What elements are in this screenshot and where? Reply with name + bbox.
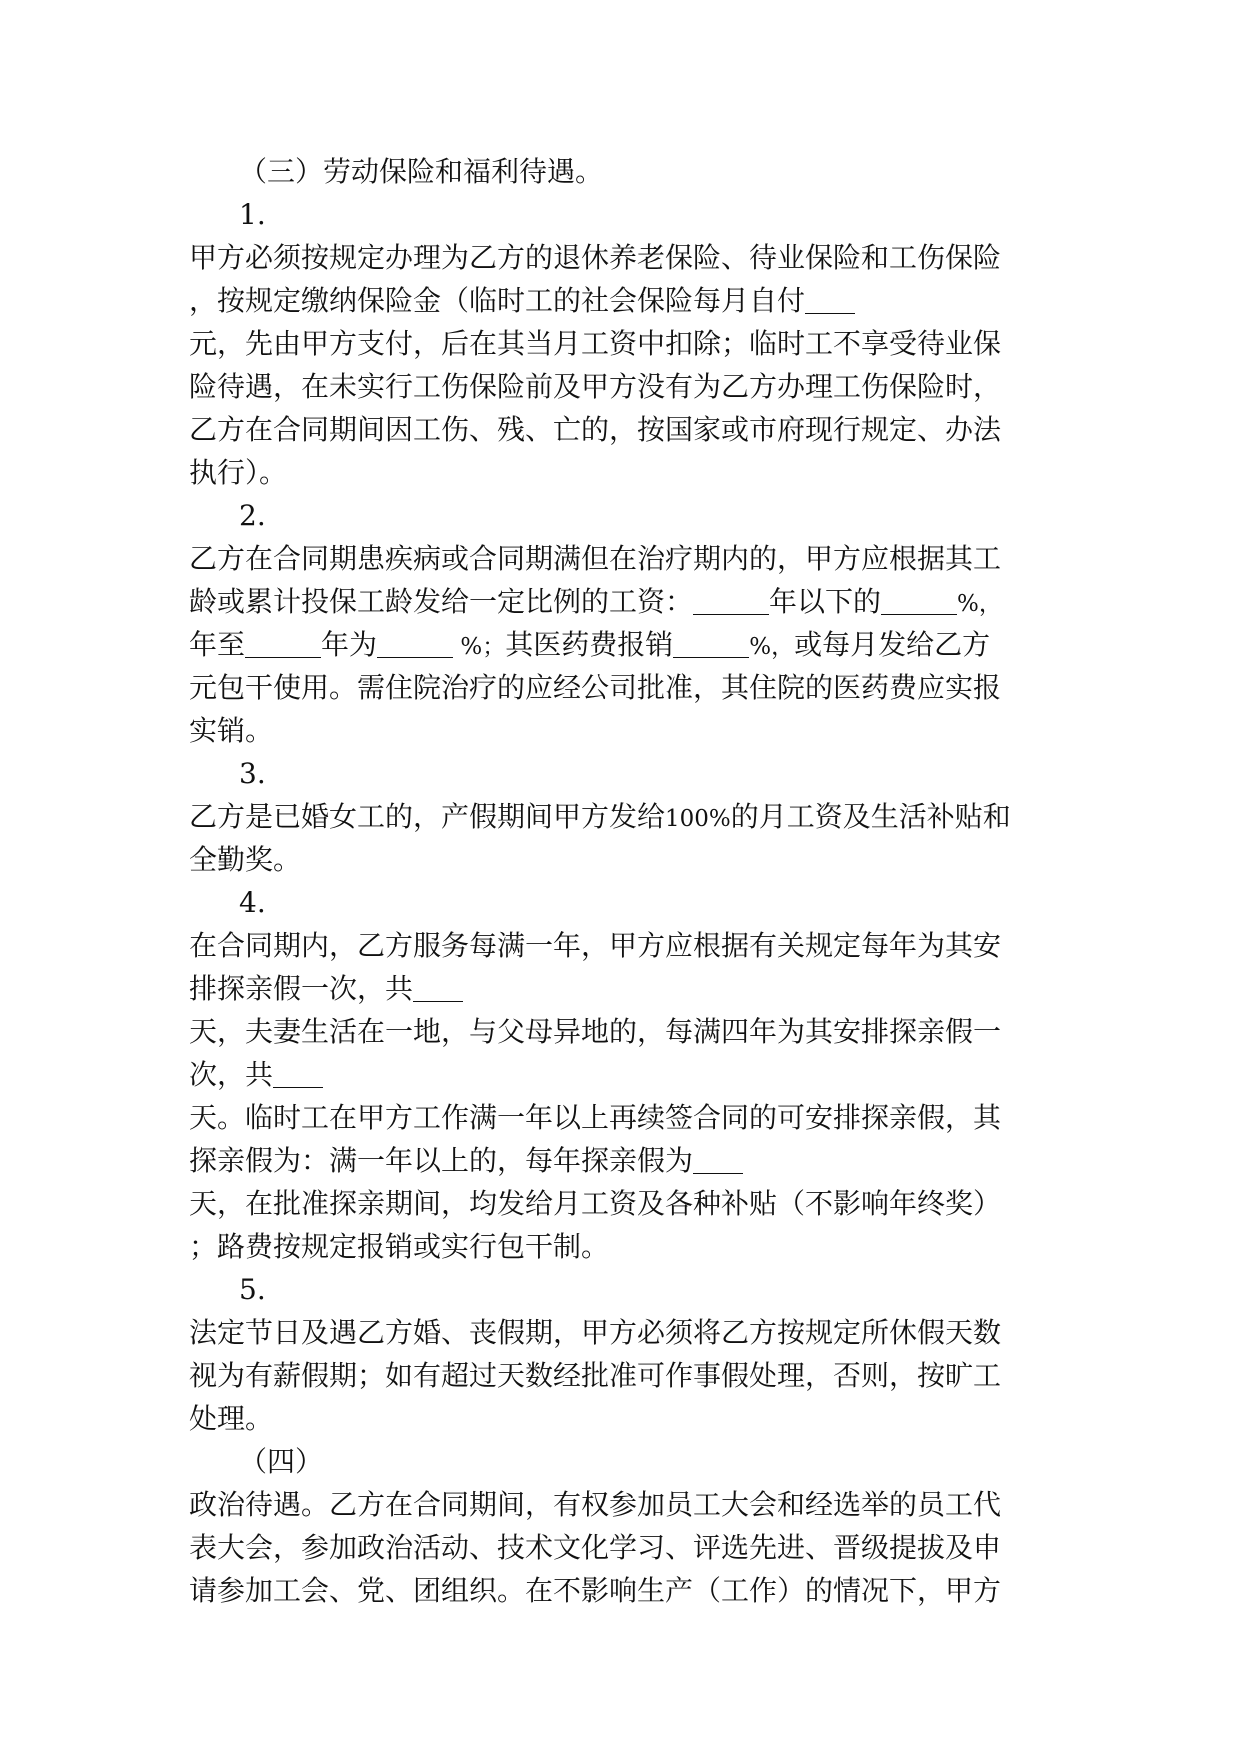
text-line — [189, 322, 1059, 365]
fill-in-blank — [273, 1057, 323, 1088]
text-line — [189, 752, 1059, 795]
text-segment: %， — [957, 591, 1002, 617]
text-segment: 险待遇，在未实行工伤保险前及甲方没有为乙方办理工伤保险时， — [189, 370, 1002, 403]
text-line — [189, 451, 1059, 494]
text-segment: 乙方是已婚女工的，产假期间甲方发给 — [189, 800, 666, 833]
text-line — [189, 537, 1059, 580]
text-line — [189, 279, 1059, 322]
text-segment: 年至 — [189, 628, 246, 661]
text-line — [189, 623, 1059, 666]
text-line — [189, 408, 1059, 451]
text-line — [189, 1483, 1059, 1526]
text-line — [189, 1096, 1059, 1139]
text-segment: 视为有薪假期；如有超过天数经批准可作事假处理，否则，按旷工 — [189, 1359, 1002, 1392]
text-segment: 排探亲假一次，共 — [189, 972, 414, 1005]
text-segment: 2. — [239, 499, 266, 532]
fill-in-blank — [245, 627, 321, 658]
text-line — [189, 193, 1059, 236]
text-line — [189, 1010, 1059, 1053]
text-segment: 在合同期内，乙方服务每满一年，甲方应根据有关规定每年为其安 — [189, 929, 1002, 962]
text-segment: 天，夫妻生活在一地，与父母异地的，每满四年为其安排探亲假一 — [189, 1015, 1002, 1048]
text-line — [189, 1182, 1059, 1225]
text-line — [189, 1440, 1059, 1483]
text-segment: 或每月发给乙方 — [794, 628, 991, 661]
text-line — [189, 1397, 1059, 1440]
text-segment: 龄或累计投保工龄发给一定比例的工资： — [189, 585, 694, 618]
text-segment: 探亲假为：满一年以上的，每年探亲假为 — [189, 1144, 694, 1177]
text-line — [189, 150, 1059, 193]
text-segment: 次，共 — [189, 1058, 274, 1091]
text-segment: 政治待遇。乙方在合同期间，有权参加员工大会和经选举的员工代 — [189, 1488, 1002, 1521]
text-line — [189, 795, 1059, 838]
text-segment: 请参加工会、党、团组织。在不影响生产（工作）的情况下，甲方 — [189, 1574, 1002, 1607]
text-segment: %； — [453, 634, 506, 660]
text-line — [189, 967, 1059, 1010]
text-segment: 法定节日及遇乙方婚、丧假期，甲方必须将乙方按规定所休假天数 — [189, 1316, 1002, 1349]
text-segment: 4. — [239, 886, 266, 919]
fill-in-blank — [377, 627, 453, 658]
text-segment: 天，在批准探亲期间，均发给月工资及各种补贴（不影响年终奖） — [189, 1187, 1002, 1220]
text-segment: ；路费按规定报销或实行包干制。 — [189, 1230, 610, 1263]
text-segment: （三）劳动保险和福利待遇。 — [239, 155, 604, 188]
text-line — [189, 1526, 1059, 1569]
text-line — [189, 1053, 1059, 1096]
text-line — [189, 1139, 1059, 1182]
text-segment: %， — [749, 634, 795, 660]
fill-in-blank — [673, 627, 749, 658]
text-line — [189, 494, 1059, 537]
text-segment: 处理。 — [189, 1402, 274, 1435]
fill-in-blank — [805, 283, 855, 314]
fill-in-blank — [693, 584, 769, 615]
text-segment: 执行）。 — [189, 456, 288, 489]
text-line — [189, 580, 1059, 623]
text-segment: 天。临时工在甲方工作满一年以上再续签合同的可安排探亲假，其 — [189, 1101, 1002, 1134]
text-line — [189, 881, 1059, 924]
text-segment: 其医药费报销 — [505, 628, 674, 661]
text-line — [189, 838, 1059, 881]
text-segment: 5. — [239, 1273, 266, 1306]
text-segment: 表大会，参加政治活动、技术文化学习、评选先进、晋级提拔及申 — [189, 1531, 1002, 1564]
text-line — [189, 1225, 1059, 1268]
text-segment: 乙方在合同期患疾病或合同期满但在治疗期内的，甲方应根据其工 — [189, 542, 1002, 575]
text-segment: （四） — [239, 1445, 324, 1478]
text-segment: 3. — [239, 757, 266, 790]
text-segment: 的月工资及生活补贴和 — [730, 800, 1011, 833]
text-line — [189, 1268, 1059, 1311]
text-line — [189, 666, 1059, 709]
text-line — [189, 1569, 1059, 1612]
fill-in-blank — [693, 1143, 743, 1174]
fill-in-blank — [881, 584, 957, 615]
text-line — [189, 236, 1059, 279]
text-line — [189, 709, 1059, 752]
text-segment: 甲方必须按规定办理为乙方的退休养老保险、待业保险和工伤保险 — [189, 241, 1002, 274]
text-segment: 全勤奖。 — [189, 843, 302, 876]
document-body — [189, 150, 1059, 1612]
text-segment: 100% — [665, 806, 731, 832]
text-segment: 年以下的 — [769, 585, 882, 618]
text-segment: 实销。 — [189, 714, 274, 747]
text-line — [189, 924, 1059, 967]
text-segment: ，按规定缴纳保险金（临时工的社会保险每月自付 — [189, 284, 806, 317]
text-segment: 元包干使用。需住院治疗的应经公司批准，其住院的医药费应实报 — [189, 671, 1002, 704]
fill-in-blank — [413, 971, 463, 1002]
text-line — [189, 365, 1059, 408]
text-segment: 元，先由甲方支付，后在其当月工资中扣除；临时工不享受待业保 — [189, 327, 1002, 360]
text-segment: 乙方在合同期间因工伤、残、亡的，按国家或市府现行规定、办法 — [189, 413, 1002, 446]
text-line — [189, 1354, 1059, 1397]
text-segment: 1. — [239, 198, 266, 231]
text-segment: 年为 — [321, 628, 378, 661]
text-line — [189, 1311, 1059, 1354]
